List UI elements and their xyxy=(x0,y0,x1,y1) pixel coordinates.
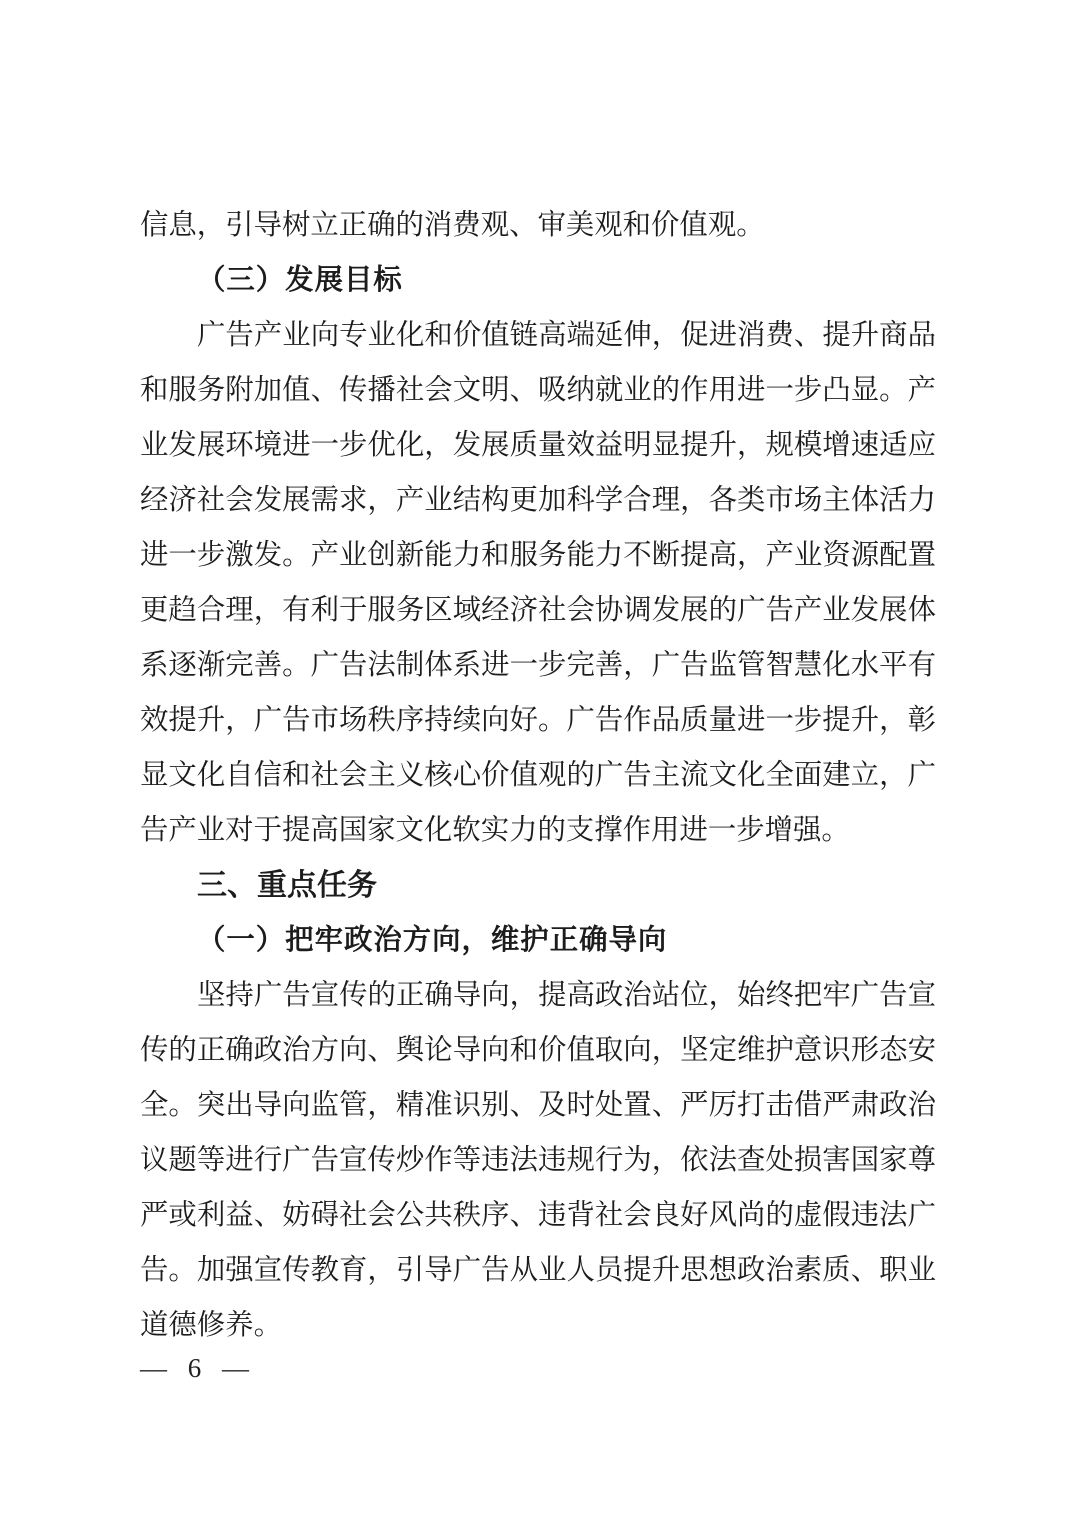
text-line: 和服务附加值、传播社会文明、吸纳就业的作用进一步凸显。产 xyxy=(140,375,936,406)
text-line: 告。加强宣传教育，引导广告从业人员提升思想政治素质、职业 xyxy=(140,1255,936,1286)
text-line: 业发展环境进一步优化，发展质量效益明显提升，规模增速适应 xyxy=(140,430,936,461)
text-line: 更趋合理，有利于服务区域经济社会协调发展的广告产业发展体 xyxy=(140,595,936,626)
section-heading: 三、重点任务 xyxy=(197,869,377,902)
text-line: 进一步激发。产业创新能力和服务能力不断提高，产业资源配置 xyxy=(140,540,936,571)
text-line: 严或利益、妨碍社会公共秩序、违背社会良好风尚的虚假违法广 xyxy=(140,1200,936,1231)
page-number: — 6 — xyxy=(140,1353,250,1383)
text-line: 效提升，广告市场秩序持续向好。广告作品质量进一步提升，彰 xyxy=(140,705,936,736)
text-line: 广告产业向专业化和价值链高端延伸，促进消费、提升商品 xyxy=(197,320,936,351)
text-line: 全。突出导向监管，精准识别、及时处置、严厉打击借严肃政治 xyxy=(140,1090,936,1121)
text-line: 信息，引导树立正确的消费观、审美观和价值观。 xyxy=(140,210,765,241)
text-line: 告产业对于提高国家文化软实力的支撑作用进一步增强。 xyxy=(140,815,850,846)
subsection-heading: （一）把牢政治方向，维护正确导向 xyxy=(197,925,668,956)
text-column xyxy=(140,198,936,1353)
text-line: 显文化自信和社会主义核心价值观的广告主流文化全面建立，广 xyxy=(140,760,936,791)
text-line: 坚持广告宣传的正确导向，提高政治站位，始终把牢广告宣 xyxy=(197,980,936,1011)
text-line: 议题等进行广告宣传炒作等违法违规行为，依法查处损害国家尊 xyxy=(140,1145,936,1176)
text-line: 系逐渐完善。广告法制体系进一步完善，广告监管智慧化水平有 xyxy=(140,650,936,681)
subsection-heading: （三）发展目标 xyxy=(197,265,403,296)
text-line: 经济社会发展需求，产业结构更加科学合理，各类市场主体活力 xyxy=(140,485,936,516)
text-line: 传的正确政治方向、舆论导向和价值取向，坚定维护意识形态安 xyxy=(140,1035,936,1066)
text-line: 道德修养。 xyxy=(140,1310,282,1341)
